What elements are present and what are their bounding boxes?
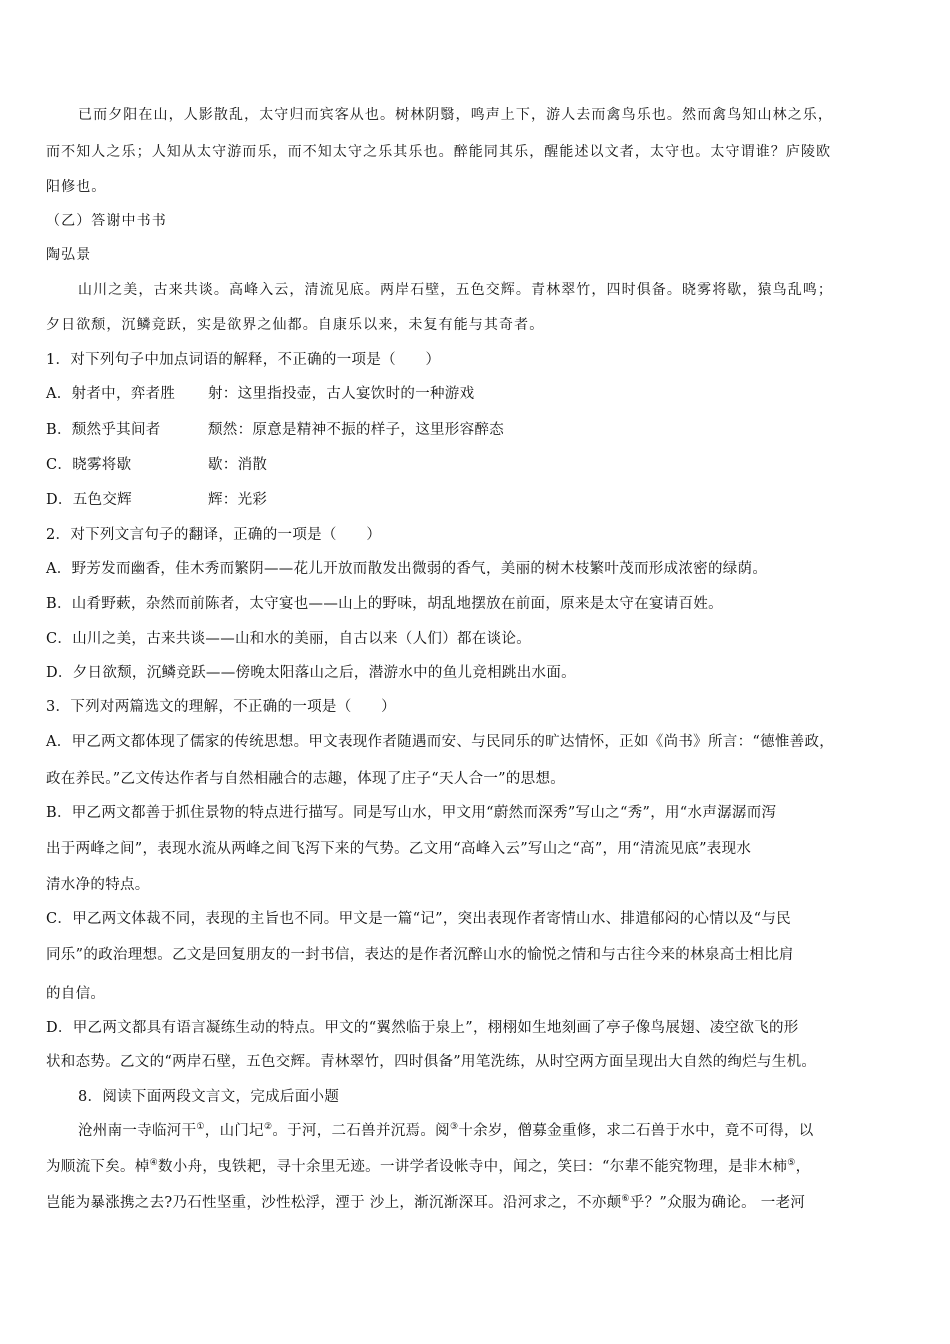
q3-option-line: C．甲乙两文体裁不同，表现的主旨也不同。甲文是一篇“记”，突出表现作者寄情山水、排遣郁闷的心情以及“与民 [46, 911, 791, 927]
footnote-marker: ⑤ [787, 1158, 796, 1168]
q3-option-line: A．甲乙两文都体现了儒家的传统思想。甲文表现作者随遇而安、与民同乐的旷达情怀，正如《尚书》所言：“德惟善政， [46, 734, 835, 750]
q1-option-a-gloss: 射：这里指投壶，古人宴饮时的一种游戏 [208, 386, 475, 402]
q3-option-line: B．甲乙两文都善于抓住景物的特点进行描写。同是写山水，甲文用“蔚然而深秀”写山之“秀”，用“水声潺潺而泻 [46, 805, 777, 821]
passage-yi-line-1: 山川之美，古来共谈。高峰入云，清流见底。两岸石壁，五色交辉。青林翠竹，四时俱备。晓雾将歇，猿鸟乱鸣； [78, 282, 833, 298]
q1-option-d-gloss: 辉：光彩 [208, 492, 268, 508]
q2-option-a: A．野芳发而幽香，佳木秀而繁阴——花儿开放而散发出微弱的香气，美丽的树木枝繁叶茂而形成浓密的绿荫。 [46, 561, 768, 577]
q1-option-d [46, 488, 267, 509]
q1-option-c-label: C．晓雾将歇 [46, 457, 132, 473]
q2-stem: 2．对下列文言句子的翻译，正确的一项是（ ） [46, 527, 382, 543]
passage-yi-heading: （乙）答谢中书书 [46, 213, 167, 229]
passage-yi-line-2: 夕日欲颓，沉鳞竞跃，实是欲界之仙都。自康乐以来，未复有能与其奇者。 [46, 317, 545, 333]
footnote-marker: ② [263, 1122, 273, 1132]
q2-option-d: D．夕日欲颓，沉鳞竞跃——傍晚太阳落山之后，潜游水中的鱼儿竞相跳出水面。 [46, 665, 576, 681]
q8-stem: 8．阅读下面两段文言文，完成后面小题 [78, 1089, 340, 1105]
q1-option-d-label: D．五色交辉 [46, 492, 132, 508]
footnote-marker: ③ [449, 1122, 459, 1132]
q3-option-line: 清水净的特点。 [46, 877, 150, 893]
passage-jia-line-2: 而不知人之乐；人知从太守游而乐，而不知太守之乐其乐也。醉能同其乐，醒能述以文者，太守也。太守谓谁？庐陵欧 [46, 144, 832, 160]
footnote-marker: ① [196, 1122, 205, 1132]
q3-option-line: 的自信。 [46, 986, 106, 1002]
q3-stem: 3．下列对两篇选文的理解，不正确的一项是（ ） [46, 699, 396, 715]
q3-option-line: 状和态势。乙文的“两岸石壁，五色交辉。青林翠竹，四时俱备”用笔洗练，从时空两方面呈现出大自然的绚烂与生机。 [46, 1054, 817, 1070]
passage-yi-author: 陶弘景 [46, 247, 92, 263]
q3-option-line: 出于两峰之间”，表现水流从两峰之间飞泻下来的气势。乙文用“高峰入云”写山之“高”，用“清流见底”表现水 [46, 841, 752, 857]
q1-stem: 1．对下列句子中加点词语的解释，不正确的一项是（ ） [46, 352, 441, 368]
q2-option-c: C．山川之美，古来共谈——山和水的美丽，自古以来（人们）都在谈论。 [46, 631, 531, 647]
q3-option-line: D．甲乙两文都具有语言凝练生动的特点。甲文的“翼然临于泉上”，栩栩如生地刻画了亭子像鸟展翅、凌空欲飞的形 [46, 1020, 799, 1036]
passage-jia-line-3: 阳修也。 [46, 179, 107, 195]
q8-passage-line-1: 沧州南一寺临河干①，山门圮②。于河，二石兽并沉焉。阅③十余岁，僧募金重修，求二石兽于水中，竟不可得，以 [78, 1122, 814, 1139]
q1-option-a [46, 382, 474, 403]
footnote-marker: ④ [149, 1158, 158, 1168]
passage-jia-line-1: 已而夕阳在山，人影散乱，太守归而宾客从也。树林阴翳，鸣声上下，游人去而禽鸟乐也。然而禽鸟知山林之乐， [78, 107, 833, 123]
q3-option-line: 政在养民。”乙文传达作者与自然相融合的志趣，体现了庄子“天人合一”的思想。 [46, 771, 566, 787]
q1-option-b [46, 418, 504, 439]
q1-option-c-gloss: 歇：消散 [208, 457, 268, 473]
footnote-marker: ⑥ [621, 1194, 630, 1204]
q1-option-a-label: A．射者中，弈者胜 [46, 386, 176, 402]
q3-option-line: 同乐”的政治理想。乙文是回复朋友的一封书信，表达的是作者沉醉山水的愉悦之情和与古往今来的林泉高士相比肩 [46, 947, 794, 963]
q8-passage-line-2: 为顺流下矣。棹④数小舟，曳铁耙，寻十余里无迹。一讲学者设帐寺中，闻之，笑曰：“尔辈不能究物理，是非木柿⑤， [46, 1158, 811, 1175]
q1-option-b-label: B．颓然乎其间者 [46, 422, 161, 438]
q2-option-b: B．山肴野蔌，杂然而前陈者，太守宴也——山上的野味，胡乱地摆放在前面，原来是太守在宴请百姓。 [46, 596, 723, 612]
q1-option-b-gloss: 颓然：原意是精神不振的样子，这里形容醉态 [208, 422, 504, 438]
q8-passage-line-3: 岂能为暴涨携之去?乃石性坚重，沙性松浮，湮于 沙上，渐沉渐深耳。沿河求之，不亦颠⑥乎？”众服为确论。 一老河 [46, 1194, 806, 1211]
q1-option-c [46, 453, 267, 474]
